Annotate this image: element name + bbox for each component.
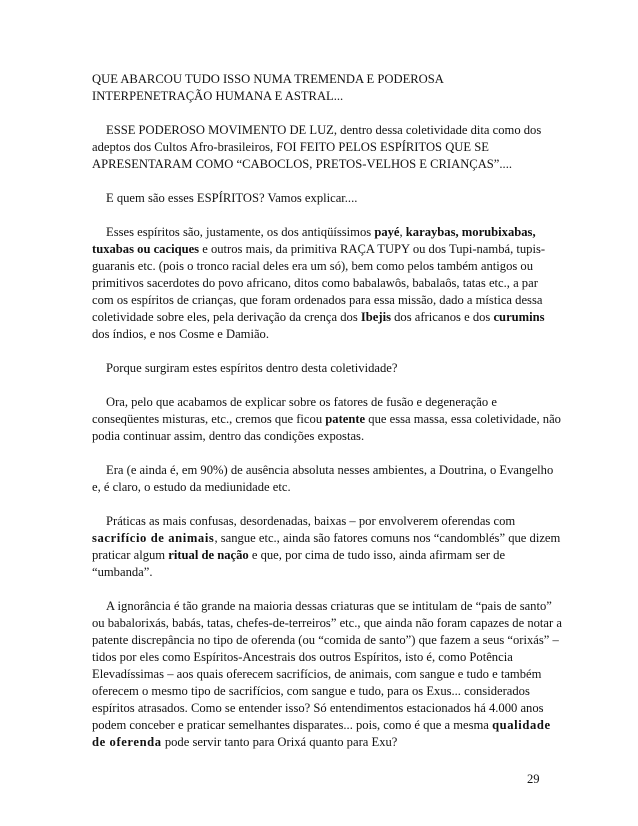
text-run: , bbox=[399, 225, 406, 239]
page-number: 29 bbox=[527, 772, 540, 786]
text-run: e que, por cima de tudo isso, ainda afirmam ser de “umbanda”. bbox=[92, 548, 506, 579]
text-run: dos índios, e nos Cosme e Damião. bbox=[92, 327, 269, 341]
text-run: Ora, pelo que acabamos de explicar sobre os fatores de fusão e degeneração e conseqüentes misturas, etc., cremos que ficou bbox=[92, 395, 497, 426]
bold-term: Ibejis bbox=[360, 310, 391, 324]
bold-term: curumins bbox=[493, 310, 545, 324]
bold-term: karaybas, morubixabas, tuxabas ou caciques bbox=[92, 225, 536, 256]
paragraph-7: Era (e ainda é, em 90%) de ausência absoluta nesses ambientes, a Doutrina, o Evangelho e, é claro, o estudo da mediunidade etc. bbox=[92, 463, 554, 494]
bold-term: ritual de nação bbox=[168, 548, 249, 562]
paragraph-3: E quem são esses ESPÍRITOS? Vamos explicar.... bbox=[106, 191, 358, 205]
paragraph-2: ESSE PODEROSO MOVIMENTO DE LUZ, dentro dessa coletividade dita como dos adeptos dos Cultos Afro-brasileiros, FOI FEITO PELOS ESPÍRITOS QUE SE APRESENTARAM COMO “CABOCLOS, PRETOS-VELHOS E CRIANÇAS”.... bbox=[92, 123, 542, 171]
text-run: dos africanos e dos bbox=[390, 310, 494, 324]
text-run: Práticas as mais confusas, desordenadas, baixas – por envolverem oferendas com bbox=[106, 514, 516, 528]
bold-term: payé bbox=[374, 225, 400, 239]
bold-term: qualidade de oferenda bbox=[92, 718, 551, 749]
body-text bbox=[92, 71, 562, 768]
paragraph-4 bbox=[92, 224, 562, 343]
text-run: , sangue etc., ainda são fatores comuns nos “candomblés” que dizem praticar algum bbox=[92, 531, 561, 562]
text-run: pode servir tanto para Orixá quanto para Exu? bbox=[161, 735, 398, 749]
text-run: Esses espíritos são, justamente, os dos antiqüíssimos bbox=[106, 225, 375, 239]
bold-term: patente bbox=[325, 412, 366, 426]
text-run: que essa massa, essa coletividade, não podia continuar assim, dentro das condições expostas. bbox=[92, 412, 561, 443]
paragraph-9 bbox=[92, 598, 562, 751]
paragraph-6 bbox=[92, 394, 562, 445]
text-run: A ignorância é tão grande na maioria dessas criaturas que se intitulam de “pais de santo” ou babalorixás, babás, tatas, chefes-de-terreiros” etc., que ainda não foram capazes de notar a patente discrepância no tipo de oferenda (ou “comida de santo”) que fazem a seus “orixás” – tidos por eles como Espíritos-Ancestrais dos outros Espíritos, isto é, como Potência Elevadíssimas – aos quais oferecem sacrifícios, de animais, com sangue e tudo e também oferecem o mesmo tipo de sacrifícios, com sangue e tudo, para os Exus... considerados espíritos atrasados. Como se entender isso? Só entendimentos estacionados há 4.000 anos podem conceber e praticar semelhantes disparates... pois, como é que a mesma bbox=[92, 599, 562, 732]
text-run: e outros mais, da primitiva RAÇA TUPY ou dos Tupi-nambá, tupis-guaranis etc. (pois o tronco racial deles era um só), bem como pelos também antigos ou primitivos sacerdotes do povo africano, ditos como babalawôs, babalaôs, tatas etc., a par com os espíritos de crianças, que foram ordenados para essa missão, dado a mística dessa coletividade sobre eles, pela derivação da crença dos bbox=[92, 242, 546, 324]
bold-term: sacrifício de animais bbox=[92, 531, 215, 545]
paragraph-8 bbox=[92, 513, 562, 581]
paragraph-1: QUE ABARCOU TUDO ISSO NUMA TREMENDA E PODEROSA INTERPENETRAÇÃO HUMANA E ASTRAL... bbox=[92, 72, 444, 103]
paragraph-5: Porque surgiram estes espíritos dentro desta coletividade? bbox=[106, 361, 398, 375]
